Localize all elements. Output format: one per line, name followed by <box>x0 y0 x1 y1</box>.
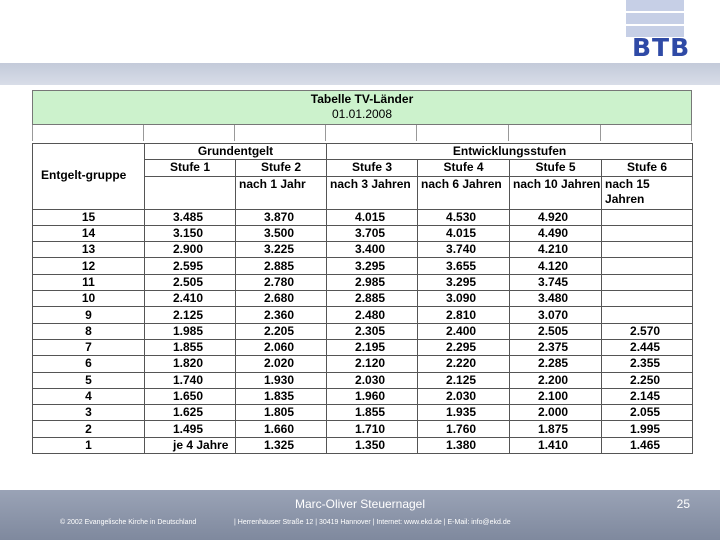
group-cell: 1 <box>33 437 145 453</box>
value-cell: 2.570 <box>602 323 693 339</box>
title-divider-lines <box>32 125 692 141</box>
value-cell: 3.295 <box>418 274 510 290</box>
table-row <box>33 437 693 453</box>
value-cell: 4.015 <box>327 209 418 225</box>
value-cell: 3.740 <box>418 242 510 258</box>
stage-note: nach 1 Jahr <box>236 176 327 209</box>
value-cell: 1.935 <box>418 405 510 421</box>
value-cell: 2.250 <box>602 372 693 388</box>
group-cell: 6 <box>33 356 145 372</box>
value-cell: 2.355 <box>602 356 693 372</box>
value-cell: 2.145 <box>602 388 693 404</box>
value-cell: 3.225 <box>236 242 327 258</box>
table-row <box>33 274 693 290</box>
value-cell: 3.745 <box>510 274 602 290</box>
group-cell: 8 <box>33 323 145 339</box>
value-cell: 3.090 <box>418 291 510 307</box>
value-cell: 2.810 <box>418 307 510 323</box>
value-cell: 1.985 <box>145 323 236 339</box>
value-cell: 1.995 <box>602 421 693 437</box>
value-cell: 2.195 <box>327 339 418 355</box>
value-cell: 1.760 <box>418 421 510 437</box>
value-cell: 1.855 <box>327 405 418 421</box>
table-row <box>33 225 693 241</box>
value-cell: 2.100 <box>510 388 602 404</box>
table-title-box <box>32 90 692 125</box>
value-cell: 3.070 <box>510 307 602 323</box>
value-cell: 3.705 <box>327 225 418 241</box>
value-cell <box>602 291 693 307</box>
stage-header: Stufe 3 <box>327 160 418 176</box>
group-cell: 10 <box>33 291 145 307</box>
group-cell: 9 <box>33 307 145 323</box>
btb-logo: BTB <box>632 33 691 62</box>
value-cell: 2.400 <box>418 323 510 339</box>
value-cell <box>602 225 693 241</box>
value-cell: 4.490 <box>510 225 602 241</box>
value-cell: 3.150 <box>145 225 236 241</box>
value-cell: 2.200 <box>510 372 602 388</box>
value-cell: 1.710 <box>327 421 418 437</box>
value-cell <box>602 242 693 258</box>
value-cell: 2.680 <box>236 291 327 307</box>
value-cell: 1.625 <box>145 405 236 421</box>
value-cell: 2.885 <box>236 258 327 274</box>
value-cell: 1.650 <box>145 388 236 404</box>
value-cell: 2.480 <box>327 307 418 323</box>
table-row <box>33 258 693 274</box>
contact-info: | Herrenhäuser Straße 12 | 30419 Hannover | Internet: www.ekd.de | E-Mail: info@ekd.de <box>234 519 511 526</box>
table-row <box>33 209 693 225</box>
table-date: 01.01.2008 <box>331 107 393 121</box>
stage-note: nach 15 Jahren <box>602 176 693 209</box>
group-cell: 7 <box>33 339 145 355</box>
value-cell: 1.960 <box>327 388 418 404</box>
value-cell <box>602 274 693 290</box>
group-cell: 12 <box>33 258 145 274</box>
value-cell: 2.410 <box>145 291 236 307</box>
value-cell: 1.835 <box>236 388 327 404</box>
copyright: © 2002 Evangelische Kirche in Deutschland <box>60 519 197 526</box>
value-cell: 2.985 <box>327 274 418 290</box>
group-cell: 4 <box>33 388 145 404</box>
value-cell: 2.030 <box>418 388 510 404</box>
value-cell: 2.780 <box>236 274 327 290</box>
value-cell: 1.325 <box>236 437 327 453</box>
value-cell: 1.465 <box>602 437 693 453</box>
table-row <box>33 339 693 355</box>
table-row <box>33 421 693 437</box>
value-cell <box>602 258 693 274</box>
value-cell: 1.660 <box>236 421 327 437</box>
group-cell: 13 <box>33 242 145 258</box>
value-cell: 1.930 <box>236 372 327 388</box>
value-cell: 2.125 <box>145 307 236 323</box>
development-stages-header: Entwicklungsstufen <box>327 144 693 160</box>
value-cell: 1.350 <box>327 437 418 453</box>
group-cell: 3 <box>33 405 145 421</box>
value-cell: 3.870 <box>236 209 327 225</box>
header-band <box>0 63 720 85</box>
value-cell: 1.875 <box>510 421 602 437</box>
value-cell: 2.285 <box>510 356 602 372</box>
group-cell: 2 <box>33 421 145 437</box>
value-cell: 2.220 <box>418 356 510 372</box>
value-cell: 4.015 <box>418 225 510 241</box>
group-cell: 14 <box>33 225 145 241</box>
value-cell: 2.295 <box>418 339 510 355</box>
table-row <box>33 372 693 388</box>
value-cell: 3.400 <box>327 242 418 258</box>
value-cell: 2.375 <box>510 339 602 355</box>
group-header: Entgelt-gruppe <box>33 144 145 210</box>
value-cell <box>602 209 693 225</box>
value-cell: 3.485 <box>145 209 236 225</box>
stage-note <box>145 176 236 209</box>
group-cell: 11 <box>33 274 145 290</box>
value-cell: 4.120 <box>510 258 602 274</box>
table-row <box>33 307 693 323</box>
value-cell: 4.920 <box>510 209 602 225</box>
value-cell: 3.655 <box>418 258 510 274</box>
value-cell: 1.805 <box>236 405 327 421</box>
page-number: 25 <box>676 497 690 511</box>
value-cell: 4.530 <box>418 209 510 225</box>
group-cell: 5 <box>33 372 145 388</box>
basic-pay-header: Grundentgelt <box>145 144 327 160</box>
value-cell: 2.445 <box>602 339 693 355</box>
value-cell: 2.055 <box>602 405 693 421</box>
table-row <box>33 291 693 307</box>
stage-note: nach 6 Jahren <box>418 176 510 209</box>
value-cell: 3.480 <box>510 291 602 307</box>
salary-table <box>32 143 693 454</box>
value-cell: 2.060 <box>236 339 327 355</box>
value-cell: 3.295 <box>327 258 418 274</box>
value-cell: 2.885 <box>327 291 418 307</box>
group-cell: 15 <box>33 209 145 225</box>
value-cell: 2.595 <box>145 258 236 274</box>
value-cell: 1.740 <box>145 372 236 388</box>
value-cell: 1.820 <box>145 356 236 372</box>
stage-header: Stufe 1 <box>145 160 236 176</box>
stage-header: Stufe 2 <box>236 160 327 176</box>
table-title: Tabelle TV-Länder <box>310 92 414 106</box>
value-cell: 2.205 <box>236 323 327 339</box>
value-cell: 1.855 <box>145 339 236 355</box>
value-cell: 2.120 <box>327 356 418 372</box>
value-cell: 2.020 <box>236 356 327 372</box>
value-cell: 2.900 <box>145 242 236 258</box>
presenter-name: Marc-Oliver Steuernagel <box>294 497 426 511</box>
value-cell: 2.030 <box>327 372 418 388</box>
value-cell: 2.000 <box>510 405 602 421</box>
stage-note: nach 3 Jahren <box>327 176 418 209</box>
value-cell: 2.505 <box>510 323 602 339</box>
table-row <box>33 388 693 404</box>
value-cell: je 4 Jahre <box>145 437 236 453</box>
stage-header: Stufe 6 <box>602 160 693 176</box>
stage-note: nach 10 Jahren <box>510 176 602 209</box>
value-cell: 2.360 <box>236 307 327 323</box>
table-row <box>33 356 693 372</box>
table-row <box>33 323 693 339</box>
value-cell: 3.500 <box>236 225 327 241</box>
salary-rows <box>33 209 693 453</box>
value-cell: 4.210 <box>510 242 602 258</box>
table-row <box>33 242 693 258</box>
stage-header: Stufe 5 <box>510 160 602 176</box>
value-cell: 1.410 <box>510 437 602 453</box>
stage-header: Stufe 4 <box>418 160 510 176</box>
value-cell: 1.495 <box>145 421 236 437</box>
value-cell <box>602 307 693 323</box>
value-cell: 2.125 <box>418 372 510 388</box>
value-cell: 2.305 <box>327 323 418 339</box>
value-cell: 2.505 <box>145 274 236 290</box>
table-row <box>33 405 693 421</box>
value-cell: 1.380 <box>418 437 510 453</box>
